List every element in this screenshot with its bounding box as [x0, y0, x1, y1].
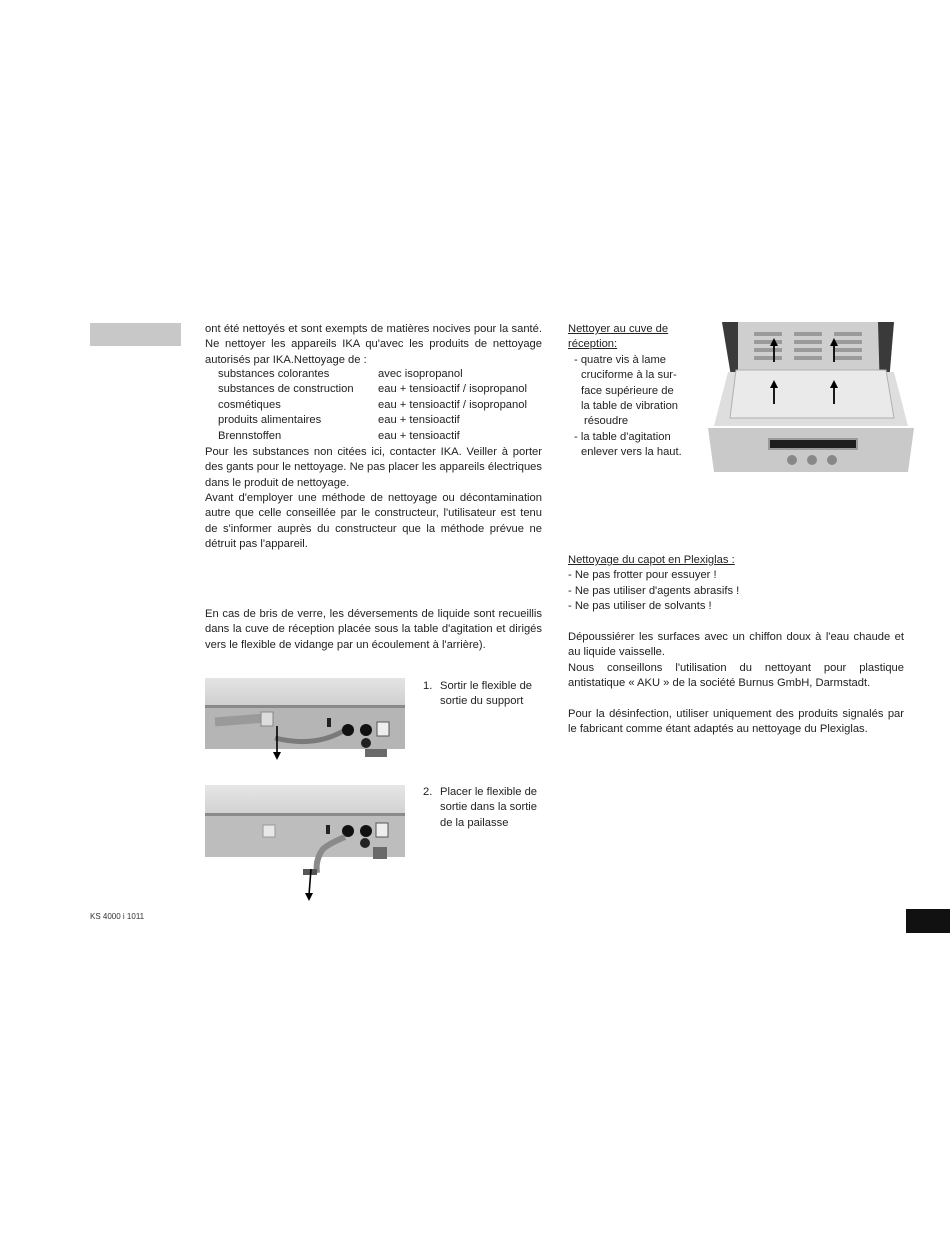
step-1	[423, 679, 548, 710]
cuve-line: cruciforme à la sur-	[581, 369, 677, 382]
capot-title: Nettoyage du capot en Plexiglas :	[568, 554, 735, 566]
intro-paragraph: ont été nettoyés et sont exempts de matières nocives pour la santé. Ne nettoyer les appareils IKA qu'avec les produits de nettoyage autorisés par IKA.Nettoyage de :	[205, 323, 542, 366]
substance-cell: substances de construction	[218, 383, 354, 396]
table-row	[205, 399, 545, 414]
capot-section	[568, 553, 908, 615]
step-number: 2.	[423, 786, 433, 798]
cuve-line: - quatre vis à lame	[574, 353, 667, 366]
shaker-tray-photo	[708, 322, 914, 482]
capot-item: - Ne pas frotter pour essuyer !	[568, 569, 717, 582]
table-row	[205, 368, 545, 383]
cuve-line: la table de vibration	[581, 400, 679, 413]
cuve-title-cont: réception:	[568, 338, 618, 351]
product-cell: eau + tensioactif / isopropanol	[378, 398, 527, 411]
gloves-paragraph: Pour les substances non citées ici, contacter IKA. Veiller à porter des gants pour le nettoyage. Ne pas placer les appareils électriques dans le produit de nettoyage.	[205, 446, 542, 489]
hose-removal-photo	[205, 678, 410, 774]
dust-paragraph: Dépoussiérer les surfaces avec un chiffon doux à l'eau chaude et au liquide vaisselle.	[568, 631, 904, 659]
table-row	[205, 383, 545, 398]
document-reference: KS 4000 i 1011	[90, 912, 145, 921]
product-cell: eau + tensioactif / isopropanol	[378, 383, 527, 396]
cuve-title: Nettoyer au cuve de	[568, 323, 669, 335]
cuve-line: résoudre	[584, 415, 629, 428]
product-cell: avec isopropanol	[378, 368, 463, 380]
capot-item: - Ne pas utiliser d'agents abrasifs !	[568, 584, 740, 597]
product-cell: eau + tensioactif	[378, 429, 460, 442]
product-cell: eau + tensioactif	[378, 414, 460, 427]
step-text: Placer le flexible de sortie dans la sortie de la pailasse	[440, 786, 538, 829]
step-number: 1.	[423, 680, 433, 692]
section-tab-marker	[90, 323, 181, 346]
aku-paragraph: Nous conseillons l'utilisation du nettoyant pour plastique antistatique « AKU » de la société Burnus GmbH, Darmstadt.	[568, 662, 904, 690]
step-text: Sortir le flexible de sortie du support	[440, 680, 533, 708]
decontamination-paragraph: Avant d'employer une méthode de nettoyage ou décontamination autre que celle conseillée par le constructeur, l'utilisateur est tenu de s'informer auprès du constructeur que la méthode prévue ne détruit pas l'appareil.	[205, 492, 542, 551]
substance-cell: substances colorantes	[218, 368, 330, 380]
step-2	[423, 785, 548, 831]
hose-placement-photo	[205, 785, 410, 905]
capot-item: - Ne pas utiliser de solvants !	[568, 600, 712, 613]
substance-cell: cosmétiques	[218, 398, 281, 411]
cuve-line: enlever vers la haut.	[581, 446, 682, 459]
cuve-line: face supérieure de	[581, 384, 674, 397]
disinfection-paragraph: Pour la désinfection, utiliser uniquement des produits signalés par le fabricant comme étant adaptés au nettoyage du Plexiglas.	[568, 708, 904, 736]
page-tab-marker	[906, 909, 950, 933]
cuve-section	[568, 322, 708, 461]
table-row	[205, 430, 545, 445]
table-row	[205, 414, 545, 429]
glass-breakage-paragraph: En cas de bris de verre, les déversements de liquide sont recueillis dans la cuve de réception placée sous la table d'agitation et dirigés vers le flexible de vidange par un écoulement à l'arrière).	[205, 608, 542, 651]
substance-cell: produits alimentaires	[218, 414, 322, 427]
substance-cell: Brennstoffen	[218, 429, 282, 442]
cleaning-table	[205, 368, 545, 445]
cuve-line: - la table d'agitation	[574, 430, 671, 443]
